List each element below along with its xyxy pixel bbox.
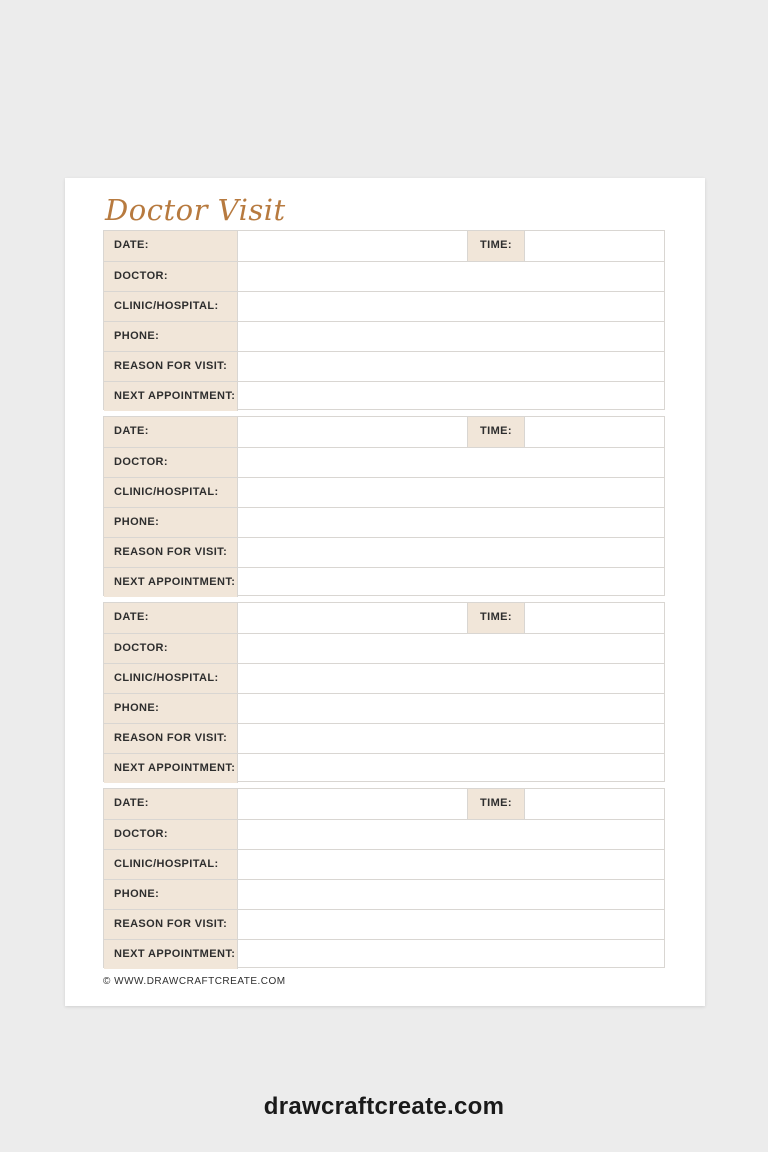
visit-block — [103, 230, 665, 410]
next-appointment-field[interactable] — [238, 754, 664, 783]
doctor-label: DOCTOR: — [104, 634, 238, 663]
doctor-field[interactable] — [238, 262, 664, 291]
next-appointment-field[interactable] — [238, 568, 664, 597]
clinic-field[interactable] — [238, 664, 664, 693]
date-row — [104, 231, 664, 261]
doctor-row — [104, 633, 664, 663]
phone-label: PHONE: — [104, 694, 238, 723]
phone-label: PHONE: — [104, 322, 238, 351]
date-label: DATE: — [104, 231, 238, 261]
clinic-field[interactable] — [238, 850, 664, 879]
copyright-credit: © WWW.DRAWCRAFTCREATE.COM — [103, 976, 286, 987]
doctor-row — [104, 447, 664, 477]
clinic-label: CLINIC/HOSPITAL: — [104, 850, 238, 879]
date-label: DATE: — [104, 417, 238, 447]
doctor-field[interactable] — [238, 634, 664, 663]
visit-block — [103, 788, 665, 968]
clinic-row — [104, 849, 664, 879]
next-appointment-field[interactable] — [238, 382, 664, 411]
reason-label: REASON FOR VISIT: — [104, 724, 238, 753]
doctor-row — [104, 819, 664, 849]
reason-label: REASON FOR VISIT: — [104, 352, 238, 381]
date-label: DATE: — [104, 789, 238, 819]
visit-block — [103, 416, 665, 596]
reason-field[interactable] — [238, 724, 664, 753]
doctor-label: DOCTOR: — [104, 820, 238, 849]
date-row — [104, 789, 664, 819]
time-field[interactable] — [525, 417, 664, 447]
next-appointment-field[interactable] — [238, 940, 664, 969]
time-label: TIME: — [467, 603, 525, 633]
reason-row — [104, 909, 664, 939]
date-row — [104, 417, 664, 447]
time-label: TIME: — [467, 231, 525, 261]
site-name: drawcraftcreate.com — [263, 1093, 505, 1120]
phone-field[interactable] — [238, 322, 664, 351]
visit-block — [103, 602, 665, 782]
next-appointment-row — [104, 939, 664, 969]
phone-row — [104, 507, 664, 537]
clinic-label: CLINIC/HOSPITAL: — [104, 478, 238, 507]
reason-row — [104, 351, 664, 381]
phone-field[interactable] — [238, 880, 664, 909]
phone-field[interactable] — [238, 508, 664, 537]
time-label: TIME: — [467, 417, 525, 447]
clinic-field[interactable] — [238, 292, 664, 321]
phone-label: PHONE: — [104, 508, 238, 537]
next-appointment-row — [104, 381, 664, 411]
clinic-label: CLINIC/HOSPITAL: — [104, 292, 238, 321]
date-field[interactable] — [238, 231, 466, 261]
printable-page — [65, 178, 705, 1006]
reason-field[interactable] — [238, 910, 664, 939]
phone-row — [104, 321, 664, 351]
clinic-row — [104, 477, 664, 507]
reason-row — [104, 537, 664, 567]
date-field[interactable] — [238, 603, 466, 633]
doctor-field[interactable] — [238, 820, 664, 849]
date-label: DATE: — [104, 603, 238, 633]
time-field[interactable] — [525, 789, 664, 819]
clinic-label: CLINIC/HOSPITAL: — [104, 664, 238, 693]
phone-label: PHONE: — [104, 880, 238, 909]
doctor-row — [104, 261, 664, 291]
reason-label: REASON FOR VISIT: — [104, 538, 238, 567]
reason-row — [104, 723, 664, 753]
reason-field[interactable] — [238, 352, 664, 381]
form-title: Doctor Visit — [105, 193, 286, 227]
date-field[interactable] — [238, 789, 466, 819]
phone-field[interactable] — [238, 694, 664, 723]
doctor-label: DOCTOR: — [104, 262, 238, 291]
time-label: TIME: — [467, 789, 525, 819]
phone-row — [104, 879, 664, 909]
next-appointment-label: NEXT APPOINTMENT: — [104, 754, 238, 783]
date-field[interactable] — [238, 417, 466, 447]
next-appointment-row — [104, 753, 664, 783]
date-row — [104, 603, 664, 633]
next-appointment-label: NEXT APPOINTMENT: — [104, 568, 238, 597]
time-field[interactable] — [525, 231, 664, 261]
clinic-row — [104, 291, 664, 321]
next-appointment-label: NEXT APPOINTMENT: — [104, 940, 238, 969]
next-appointment-row — [104, 567, 664, 597]
phone-row — [104, 693, 664, 723]
reason-field[interactable] — [238, 538, 664, 567]
time-field[interactable] — [525, 603, 664, 633]
clinic-row — [104, 663, 664, 693]
doctor-field[interactable] — [238, 448, 664, 477]
doctor-label: DOCTOR: — [104, 448, 238, 477]
reason-label: REASON FOR VISIT: — [104, 910, 238, 939]
clinic-field[interactable] — [238, 478, 664, 507]
next-appointment-label: NEXT APPOINTMENT: — [104, 382, 238, 411]
